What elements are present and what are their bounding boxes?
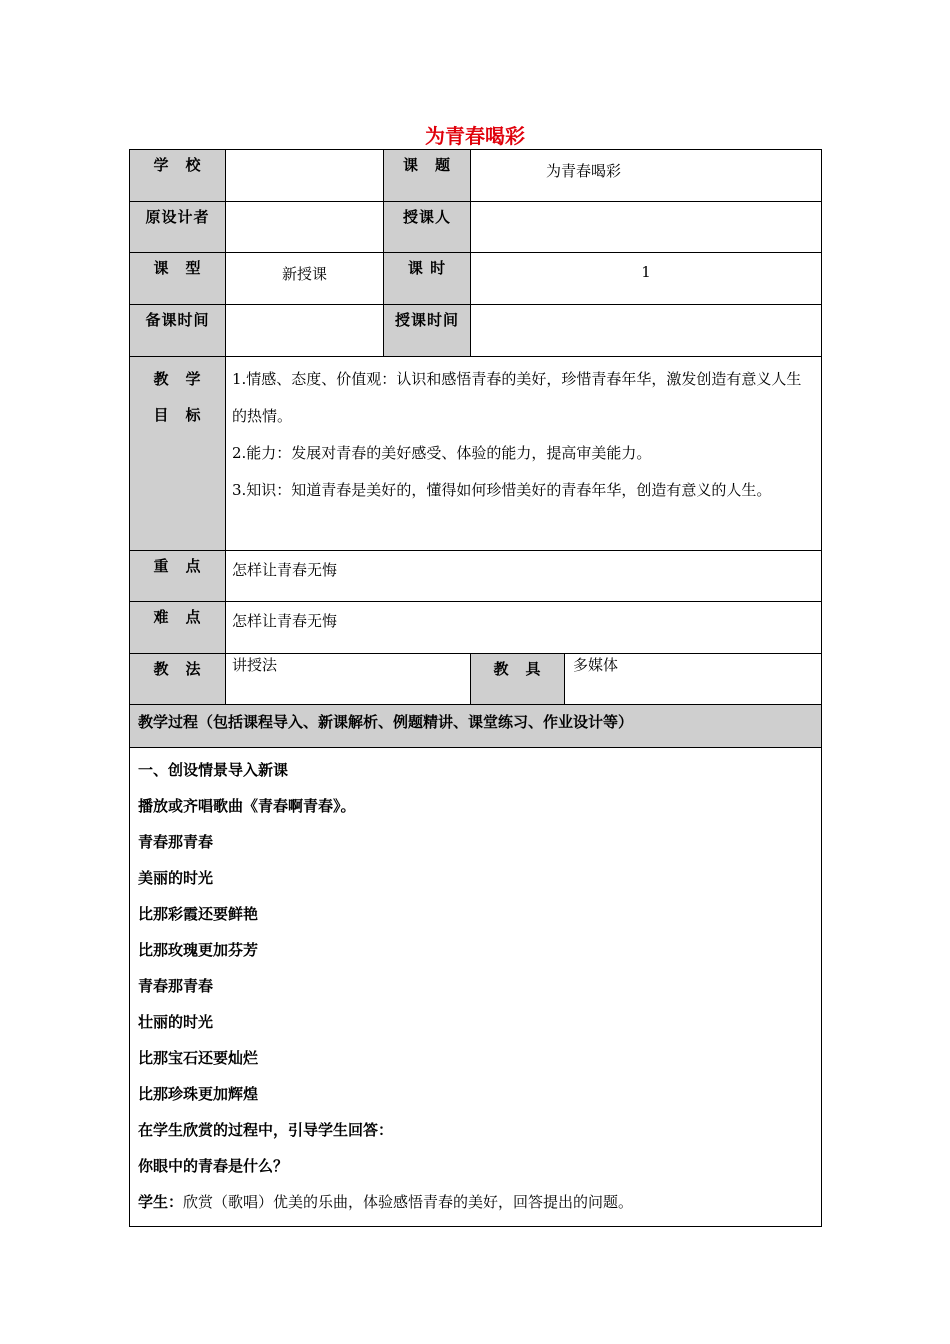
key-point-value: 怎样让青春无悔 — [226, 551, 822, 602]
class-hours-value: 1 — [471, 253, 822, 305]
difficulty-value: 怎样让青春无悔 — [226, 602, 822, 654]
method-label: 教 法 — [130, 654, 226, 705]
method-value: 讲授法 — [226, 654, 471, 705]
teacher-label: 授课人 — [384, 202, 471, 253]
topic-label: 课 题 — [384, 150, 471, 202]
tools-label: 教 具 — [471, 654, 565, 705]
process-line: 你眼中的青春是什么？ — [138, 1157, 289, 1175]
process-line: 壮丽的时光 — [138, 1013, 214, 1031]
lesson-type-label: 课 型 — [130, 253, 226, 305]
lesson-plan-table — [129, 149, 822, 1227]
student-line — [138, 1184, 813, 1220]
process-line: 比那宝石还要灿烂 — [138, 1049, 259, 1067]
objective-item: 1.情感、态度、价值观：认识和感悟青春的美好，珍惜青春年华，激发创造有意义人生的热情。 — [232, 370, 802, 425]
teacher-value — [471, 202, 822, 253]
process-line: 青春那青春 — [138, 977, 214, 995]
student-label: 学生： — [138, 1193, 184, 1211]
process-line: 比那珍珠更加辉煌 — [138, 1085, 259, 1103]
process-header: 教学过程（包括课程导入、新课解析、例题精讲、课堂练习、作业设计等） — [130, 705, 822, 748]
process-line: 在学生欣赏的过程中，引导学生回答： — [138, 1121, 394, 1139]
school-label: 学 校 — [130, 150, 226, 202]
lesson-type-value: 新授课 — [226, 253, 384, 305]
topic-value: 为青春喝彩 — [471, 150, 822, 202]
difficulty-label: 难 点 — [130, 602, 226, 654]
process-line: 美丽的时光 — [138, 869, 214, 887]
document-title: 为青春喝彩 — [425, 124, 525, 148]
tools-value: 多媒体 — [565, 654, 822, 705]
school-value — [226, 150, 384, 202]
designer-value — [226, 202, 384, 253]
process-line: 比那玫瑰更加芬芳 — [138, 941, 259, 959]
process-line: 一、创设情景导入新课 — [138, 761, 289, 779]
objectives-label-line1: 教 学 — [153, 370, 202, 388]
student-text: 欣赏（歌唱）优美的乐曲，体验感悟青春的美好，回答提出的问题。 — [183, 1193, 634, 1211]
process-line: 比那彩霞还要鲜艳 — [138, 905, 259, 923]
teach-time-label: 授课时间 — [384, 305, 471, 357]
objective-item: 3.知识：知道青春是美好的，懂得如何珍惜美好的青春年华，创造有意义的人生。 — [232, 481, 772, 499]
class-hours-label: 课 时 — [384, 253, 471, 305]
key-point-label: 重 点 — [130, 551, 226, 602]
objectives-label — [130, 357, 226, 551]
process-content — [130, 748, 822, 1227]
objectives-content — [226, 357, 822, 551]
process-line: 青春那青春 — [138, 833, 214, 851]
process-line: 播放或齐唱歌曲《青春啊青春》。 — [138, 797, 356, 815]
objectives-label-line2: 目 标 — [153, 406, 202, 424]
designer-label: 原设计者 — [130, 202, 226, 253]
prep-time-value — [226, 305, 384, 357]
prep-time-label: 备课时间 — [130, 305, 226, 357]
teach-time-value — [471, 305, 822, 357]
objective-item: 2.能力：发展对青春的美好感受、体验的能力，提高审美能力。 — [232, 444, 652, 462]
